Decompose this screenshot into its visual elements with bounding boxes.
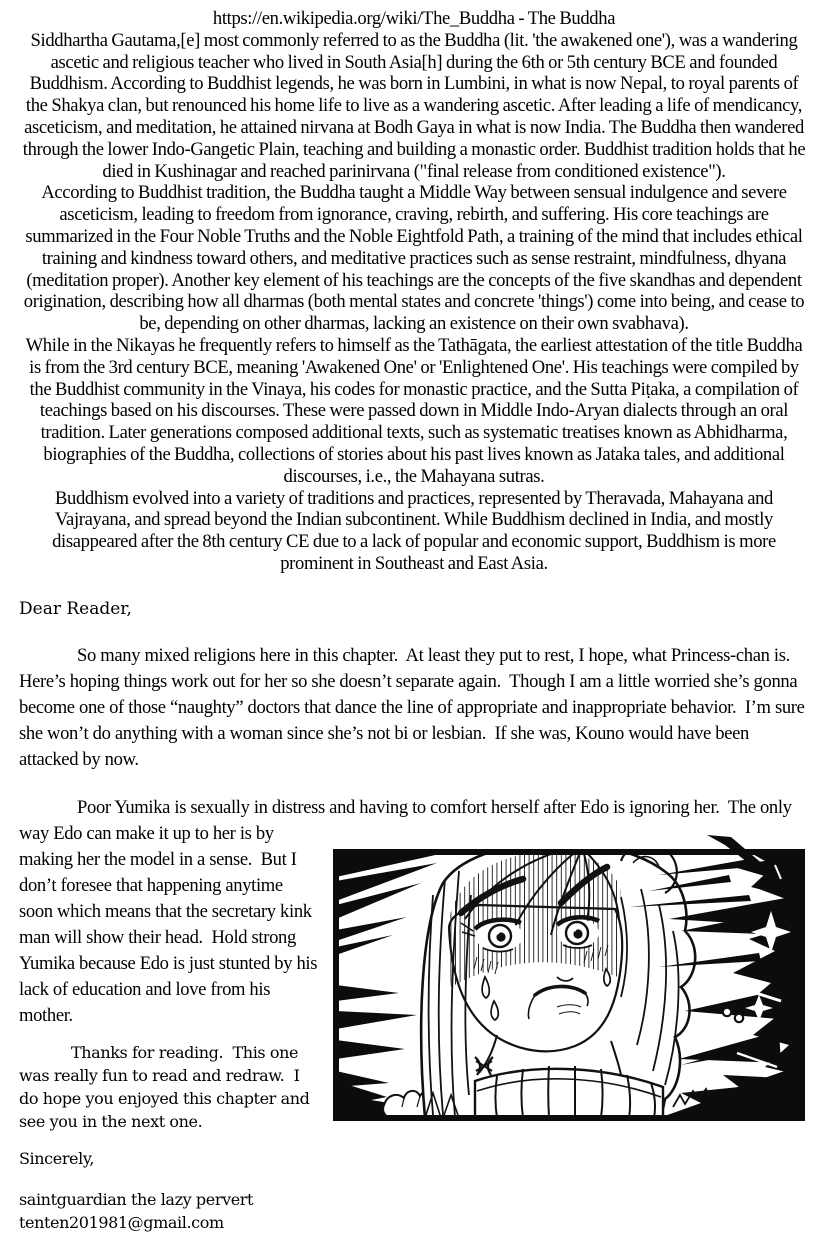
manga-panel-illustration (329, 835, 809, 1127)
letter-paragraph: Poor Yumika is sexually in distress and having to comfort herself after Edo is ignoring her. The only way Edo can make it up to her is by making her the model in a sense. But I don’t foresee that happening anytime soon which means that the secretary kink man will show their head. Hold strong Yumika because Edo is just stunted by his lack of education and love from his mother. (19, 796, 796, 1026)
signature-email: tenten201981@gmail.com (19, 1212, 224, 1232)
signature-name: saintguardian the lazy pervert (19, 1189, 254, 1209)
wiki-paragraph: While in the Nikayas he frequently refers to himself as the Tathāgata, the earliest attestation of the title Buddha is from the 3rd century BCE, meaning 'Awakened One' or 'Enlightened One'. His teachings were compiled by the Buddhist community in the Vinaya, his codes for monastic practice, and the Sutta Piṭaka, a compilation of teachings based on his discourses. These were passed down in Middle Indo-Aryan dialects through an oral tradition. Later generations composed additional texts, such as systematic treatises known as Abhidharma, biographies of the Buddha, collections of stories about his past lives known as Jataka tales, and additional discourses, i.e., the Mahayana sutras. (25, 334, 807, 487)
letter-paragraph: So many mixed religions here in this chapter. At least they put to rest, I hope, what Princess-chan is. Here’s hoping things work out for her so she doesn’t separate again. Though I am a little worried she’s gonna become one of those “naughty” doctors that dance the line of appropriate and inappropriate behavior. I’m sure she won’t do anything with a woman since she’s not bi or lesbian. If she was, Kouno would have been attacked by now. (19, 644, 809, 770)
signature-block (19, 1188, 809, 1234)
letter-salutation: Dear Reader, (19, 598, 132, 619)
letter-paragraph: Thanks for reading. This one was really fun to read and redraw. I do hope you enjoyed this chapter and see you in the next one. (19, 1042, 315, 1131)
translator-letter (19, 597, 809, 1234)
source-link: https://en.wikipedia.org/wiki/The_Buddha - The Buddha (212, 8, 616, 29)
wiki-paragraph: Buddhism evolved into a variety of traditions and practices, represented by Theravada, Mahayana and Vajrayana, and spread beyond the Indian subcontinent. While Buddhism declined in India, and mostly disappeared after the 8th century CE due to a lack of popular and economic support, Buddhism is more prominent in Southeast and East Asia. (52, 487, 780, 574)
manga-panel-image (329, 835, 809, 1127)
wikipedia-excerpt (19, 8, 809, 575)
angry-girl-face (421, 842, 695, 1117)
letter-signoff: Sincerely, (19, 1148, 95, 1168)
wiki-paragraph: According to Buddhist tradition, the Buddha taught a Middle Way between sensual indulgence and severe asceticism, leading to freedom from ignorance, craving, rebirth, and suffering. His core teachings are summarized in the Four Noble Truths and the Noble Eightfold Path, a training of the mind that includes ethical training and kindness toward others, and meditative practices such as sense restraint, mindfulness, dhyana (meditation proper). Another key element of his teachings are the concepts of the five skandhas and dependent origination, describing how all dharmas (both mental states and concrete 'things') come into being, and cease to be, depending on other dharmas, lacking an existence on their own svabhava). (23, 182, 809, 335)
wiki-paragraph: Siddhartha Gautama,[e] most commonly referred to as the Buddha (lit. 'the awakened one'), was a wandering ascetic and religious teacher who lived in South Asia[h] during the 6th or 5th century BCE and founded Buddhism. According to Buddhist legends, he was born in Lumbini, in what is now Nepal, to royal parents of the Shakya clan, but renounced his home life to live as a wandering ascetic. After leading a life of mendicancy, asceticism, and meditation, he attained nirvana at Bodh Gaya in what is now India. The Buddha then wandered through the lower Indo-Gangetic Plain, teaching and building a monastic order. Buddhist tradition holds that he died in Kushinagar and reached parinirvana ("final release from conditioned existence"). (22, 29, 810, 182)
